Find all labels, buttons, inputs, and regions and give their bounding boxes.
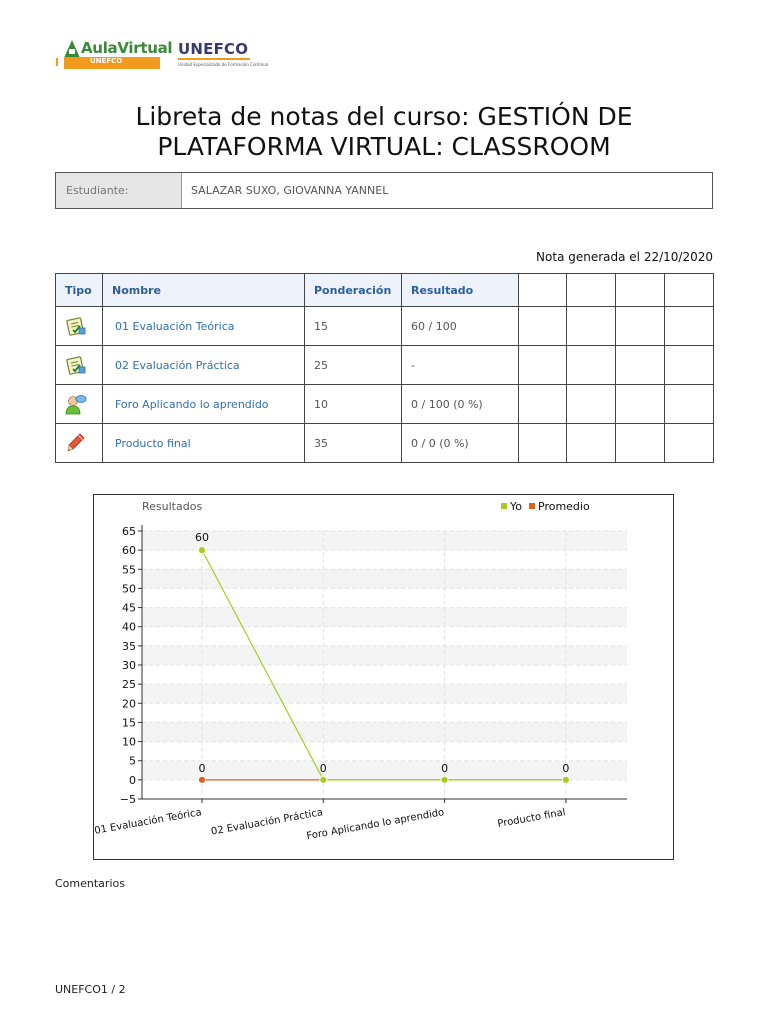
empty-cell bbox=[616, 307, 665, 346]
assignment-icon bbox=[65, 315, 87, 337]
y-tick-label: 30 bbox=[122, 659, 136, 672]
grades-table bbox=[55, 273, 714, 463]
y-tick-label: −5 bbox=[119, 793, 136, 806]
header-blank bbox=[665, 274, 714, 307]
data-label: 0 bbox=[441, 761, 449, 775]
result-cell: 0 / 0 (0 %) bbox=[402, 424, 519, 463]
title-line-2: PLATAFORMA VIRTUAL: CLASSROOM bbox=[157, 132, 611, 161]
data-point bbox=[441, 776, 448, 783]
chart-canvas bbox=[94, 495, 673, 859]
y-tick-label: 65 bbox=[122, 525, 136, 538]
y-tick-label: 40 bbox=[122, 620, 136, 634]
type-cell bbox=[56, 424, 103, 463]
y-tick-label: 55 bbox=[122, 563, 136, 577]
aulavirtual-logo bbox=[56, 38, 173, 72]
legend-label: Promedio bbox=[538, 500, 590, 513]
student-box bbox=[55, 172, 713, 209]
data-label: 0 bbox=[562, 761, 570, 775]
table-row bbox=[56, 307, 714, 346]
y-tick-label: 45 bbox=[122, 601, 136, 615]
page-footer: UNEFCO1 / 2 bbox=[55, 983, 126, 996]
empty-cell bbox=[665, 385, 714, 424]
item-link[interactable]: Producto final bbox=[103, 424, 305, 463]
empty-cell bbox=[567, 307, 616, 346]
y-tick-label: 5 bbox=[129, 754, 136, 768]
unefco-underline bbox=[178, 58, 250, 60]
empty-cell bbox=[567, 424, 616, 463]
data-label: 60 bbox=[195, 531, 209, 545]
weight-cell: 35 bbox=[305, 424, 402, 463]
empty-cell bbox=[616, 385, 665, 424]
type-cell bbox=[56, 307, 103, 346]
title-line-1: Libreta de notas del curso: GESTIÓN DE bbox=[135, 102, 633, 131]
data-point bbox=[562, 776, 569, 783]
empty-cell bbox=[519, 307, 567, 346]
result-cell: - bbox=[402, 346, 519, 385]
y-tick-label: 50 bbox=[122, 582, 136, 596]
empty-cell bbox=[519, 424, 567, 463]
header-ponderacion: Ponderación bbox=[305, 274, 402, 307]
table-header-row bbox=[56, 274, 714, 307]
generated-date: Nota generada el 22/10/2020 bbox=[536, 250, 713, 264]
y-tick-label: 35 bbox=[122, 639, 136, 653]
aulavirtual-band bbox=[64, 57, 160, 69]
chart-title: Resultados bbox=[142, 500, 203, 513]
weight-cell: 10 bbox=[305, 385, 402, 424]
data-label: 0 bbox=[198, 761, 206, 775]
chart-band bbox=[142, 608, 627, 627]
result-cell: 60 / 100 bbox=[402, 307, 519, 346]
forum-icon bbox=[65, 393, 87, 415]
y-tick-label: 60 bbox=[122, 544, 136, 558]
chart-band bbox=[142, 722, 627, 741]
empty-cell bbox=[567, 346, 616, 385]
y-tick-label: 0 bbox=[129, 773, 136, 787]
empty-cell bbox=[519, 346, 567, 385]
empty-cell bbox=[665, 307, 714, 346]
type-cell bbox=[56, 385, 103, 424]
header-blank bbox=[519, 274, 567, 307]
weight-cell: 15 bbox=[305, 307, 402, 346]
header-tipo: Tipo bbox=[56, 274, 103, 307]
empty-cell bbox=[665, 346, 714, 385]
chart-band bbox=[142, 646, 627, 665]
student-name: SALAZAR SUXO, GIOVANNA YANNEL bbox=[191, 184, 389, 197]
result-cell: 0 / 100 (0 %) bbox=[402, 385, 519, 424]
header-blank bbox=[567, 274, 616, 307]
chart-band bbox=[142, 531, 627, 550]
legend-swatch bbox=[501, 503, 507, 509]
chart-band bbox=[142, 761, 627, 780]
unefco-logo bbox=[178, 40, 268, 74]
type-cell bbox=[56, 346, 103, 385]
x-tick-label: 01 Evaluación Teórica bbox=[94, 807, 203, 837]
legend-label: Yo bbox=[510, 500, 522, 513]
y-tick-label: 10 bbox=[122, 735, 136, 749]
header-logos bbox=[56, 38, 269, 74]
y-tick-label: 25 bbox=[122, 678, 136, 692]
assignment-icon bbox=[65, 354, 87, 376]
x-tick-label: 02 Evaluación Práctica bbox=[210, 807, 324, 838]
unefco-wordmark: UNEFCO bbox=[178, 40, 249, 58]
empty-cell bbox=[616, 346, 665, 385]
chart-band bbox=[142, 569, 627, 588]
page-title bbox=[0, 102, 768, 162]
empty-cell bbox=[519, 385, 567, 424]
empty-cell bbox=[616, 424, 665, 463]
results-chart bbox=[93, 494, 674, 860]
table-row bbox=[56, 424, 714, 463]
item-link[interactable]: Foro Aplicando lo aprendido bbox=[103, 385, 305, 424]
data-point bbox=[199, 547, 206, 554]
comments-heading: Comentarios bbox=[55, 877, 125, 890]
data-label: 0 bbox=[319, 761, 327, 775]
data-point bbox=[199, 776, 206, 783]
y-tick-label: 20 bbox=[122, 697, 136, 711]
aulavirtual-wordmark: AulaVirtual bbox=[81, 39, 173, 57]
data-point bbox=[320, 776, 327, 783]
item-link[interactable]: 02 Evaluación Práctica bbox=[103, 346, 305, 385]
unefco-subtitle: Unidad Especializada de Formación Continua bbox=[178, 62, 269, 67]
pencil-icon bbox=[65, 432, 87, 454]
table-row bbox=[56, 385, 714, 424]
student-label: Estudiante: bbox=[56, 173, 182, 208]
legend-swatch bbox=[529, 503, 535, 509]
header-blank bbox=[616, 274, 665, 307]
x-tick-label: Foro Aplicando lo aprendido bbox=[305, 807, 446, 843]
weight-cell: 25 bbox=[305, 346, 402, 385]
aulavirtual-sub: UNEFCO bbox=[90, 57, 123, 65]
header-nombre: Nombre bbox=[103, 274, 305, 307]
chart-band bbox=[142, 684, 627, 703]
y-tick-label: 15 bbox=[122, 716, 136, 730]
logo-accent bbox=[56, 58, 58, 66]
x-tick-label: Producto final bbox=[496, 807, 567, 830]
item-link[interactable]: 01 Evaluación Teórica bbox=[103, 307, 305, 346]
table-row bbox=[56, 346, 714, 385]
empty-cell bbox=[665, 424, 714, 463]
header-resultado: Resultado bbox=[402, 274, 519, 307]
empty-cell bbox=[567, 385, 616, 424]
